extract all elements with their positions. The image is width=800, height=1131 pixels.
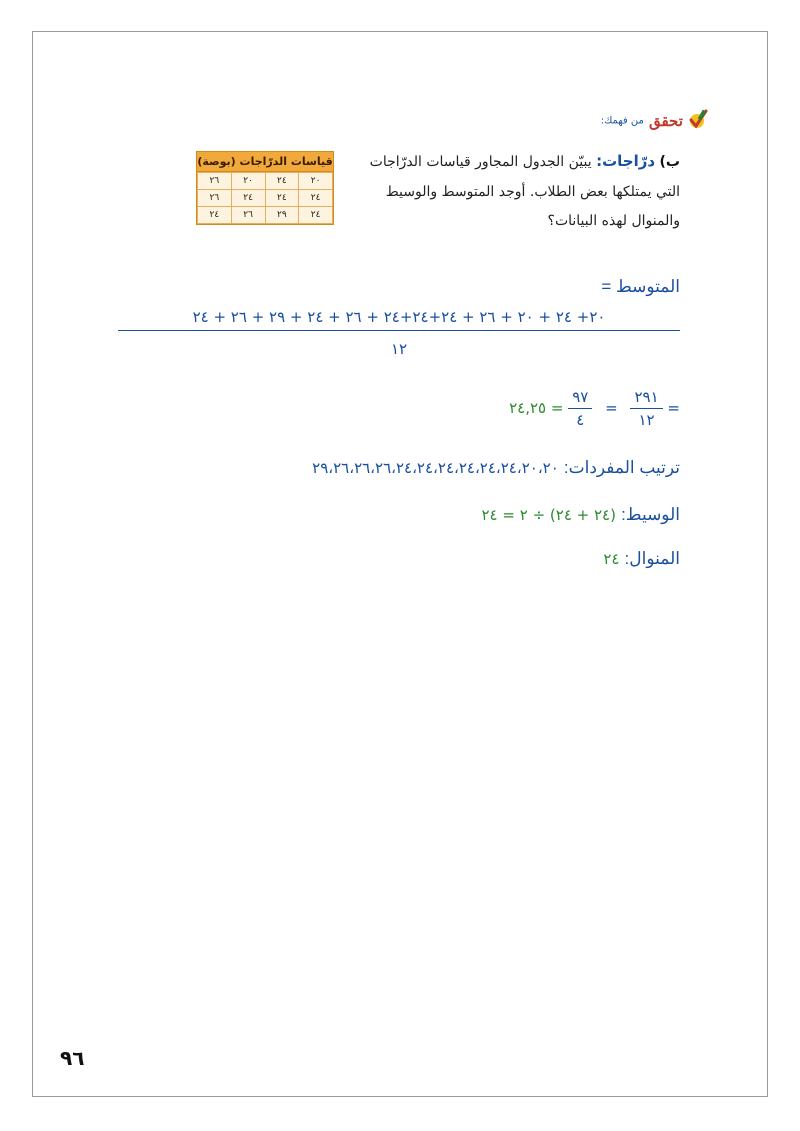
- table-cell: ٢٩: [265, 207, 299, 224]
- mode-value: ٢٤: [603, 550, 620, 568]
- fraction-denominator: ١٢: [638, 411, 655, 429]
- mode-label: المنوال:: [624, 549, 680, 568]
- median-expression: (٢٤ + ٢٤) ÷ ٢ = ٢٤: [481, 506, 616, 524]
- table-grid: [197, 172, 333, 224]
- fraction-numerator: ٢٩١: [630, 388, 662, 409]
- table-row: [198, 173, 333, 190]
- table-cell: ٢٦: [198, 190, 232, 207]
- check-understanding-header: [601, 108, 708, 134]
- question-line-1: [370, 152, 680, 170]
- mean-numerator: ٢٠+ ٢٤ + ٢٠ + ٢٦ + ٢٤+٢٤+٢٤ + ٢٦ + ٢٤ + ٢٩ + ٢٦ + ٢٤: [118, 308, 680, 331]
- fraction-numerator: ٩٧: [568, 388, 592, 409]
- table-cell: ٢٠: [231, 173, 265, 190]
- check-title: تحقق: [648, 112, 683, 130]
- table-cell: ٢٤: [299, 190, 333, 207]
- table-cell: ٢٤: [265, 190, 299, 207]
- table-cell: ٢٦: [198, 173, 232, 190]
- mean-denominator: ١٢: [390, 340, 408, 358]
- mode-line: [603, 549, 680, 569]
- page-number: ٩٦: [60, 1046, 85, 1070]
- bicycle-sizes-table: [196, 151, 334, 225]
- ordering-values: ٢٩،٢٦،٢٦،٢٦،٢٤،٢٤،٢٤،٢٤،٢٤،٢٤،٢٠،٢٠: [312, 459, 559, 477]
- fraction-denominator: ٤: [576, 411, 585, 429]
- table-cell: ٢٦: [231, 207, 265, 224]
- table-title: قياسات الدرّاجات (بوصة): [197, 152, 333, 172]
- equals-sign: =: [667, 399, 680, 417]
- mean-result: = ٢٤,٢٥: [509, 399, 564, 417]
- table-cell: ٢٤: [231, 190, 265, 207]
- mean-label: المتوسط =: [601, 277, 680, 296]
- question-line-2: التي يمتلكها بعض الطلاب. أوجد المتوسط والوسيط: [385, 184, 680, 200]
- question-line-3: والمنوال لهذه البيانات؟: [547, 213, 680, 229]
- check-pencil-icon: [688, 108, 708, 134]
- table-row: [198, 190, 333, 207]
- question-letter: ب): [659, 154, 680, 170]
- table-cell: ٢٤: [265, 173, 299, 190]
- ordering-line: [312, 458, 680, 478]
- ordering-label: ترتيب المفردات:: [563, 458, 680, 477]
- fraction-291-12: [630, 388, 662, 429]
- check-subtitle: من فهمك:: [600, 115, 644, 127]
- fraction-97-4: [568, 388, 592, 429]
- median-line: [482, 505, 681, 525]
- table-cell: ٢٤: [299, 207, 333, 224]
- question-text-1: يبيّن الجدول المجاور قياسات الدرّاجات: [369, 154, 592, 170]
- table-row: [198, 207, 333, 224]
- table-cell: ٢٠: [299, 173, 333, 190]
- mean-simplification: [509, 388, 680, 429]
- table-cell: ٢٤: [198, 207, 232, 224]
- equals-sign: =: [605, 399, 618, 417]
- question-topic: درّاجات:: [596, 152, 656, 170]
- median-label: الوسيط:: [621, 505, 680, 524]
